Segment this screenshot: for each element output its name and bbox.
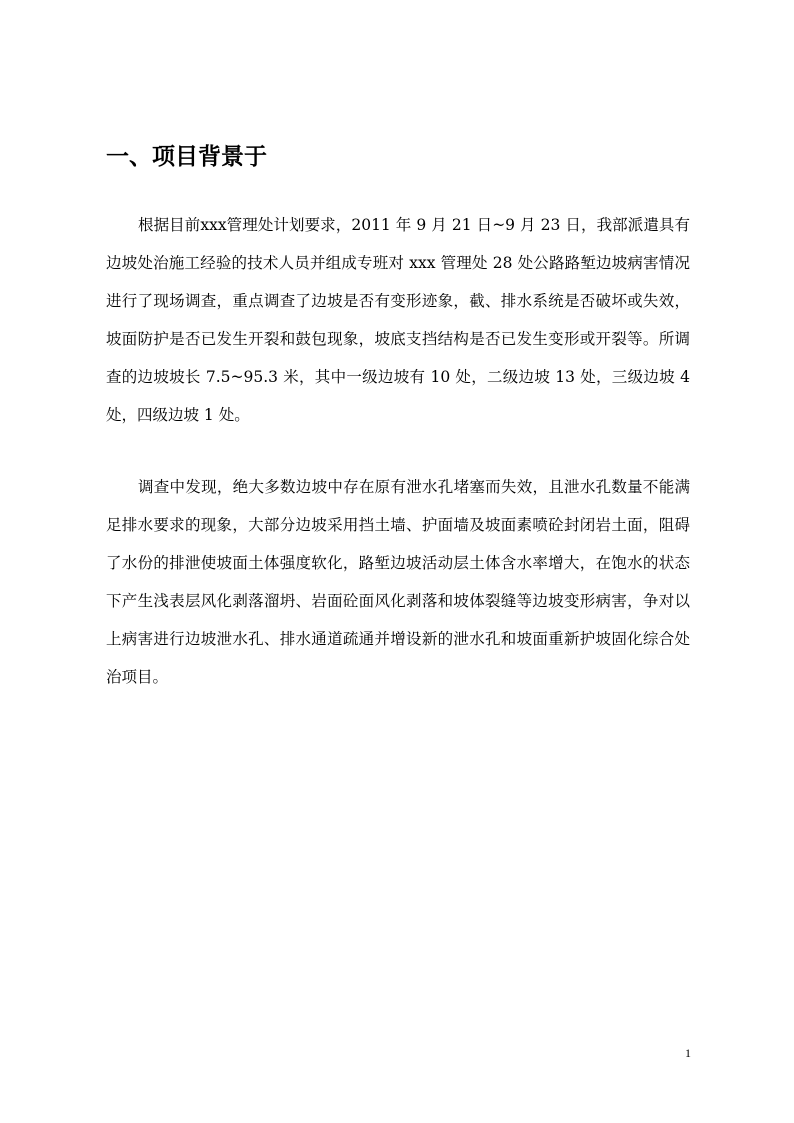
section-heading: 一、项目背景于 (106, 144, 267, 170)
paragraph-findings: 调查中发现，绝大多数边坡中存在原有泄水孔堵塞而失效，且泄水孔数量不能满足排水要求的现象，大部分边坡采用挡土墙、护面墙及坡面素喷砼封闭岩土面，阻碍了水份的排泄使坡面土体强度软化，路堑边坡活动层土体含水率增大，在饱水的状态下产生浅表层风化剥落溜坍、岩面砼面风化剥落和坡体裂缝等边坡变形病害，争对以上病害进行边坡泄水孔、排水通道疏通并增设新的泄水孔和坡面重新护坡固化综合处治项目。 (106, 478, 690, 686)
page-number: 1 (685, 1046, 691, 1060)
paragraph-background: 根据目前xxx管理处计划要求，2011 年 9 月 21 日~9 月 23 日，我部派遣具有边坡处治施工经验的技术人员并组成专班对 xxx 管理处 28 处公路路堑边坡病害情况进行了现场调查，重点调查了边坡是否有变形迹象，截、排水系统是否破坏或失效，坡面防护是否已发生开裂和鼓包现象，坡底支挡结构是否已发生变形或开裂等。所调查的边坡坡长 7.5~95.3 米，其中一级边坡有 10 处，二级边坡 13 处，三级边坡 4 处，四级边坡 1 处。 (106, 216, 690, 424)
